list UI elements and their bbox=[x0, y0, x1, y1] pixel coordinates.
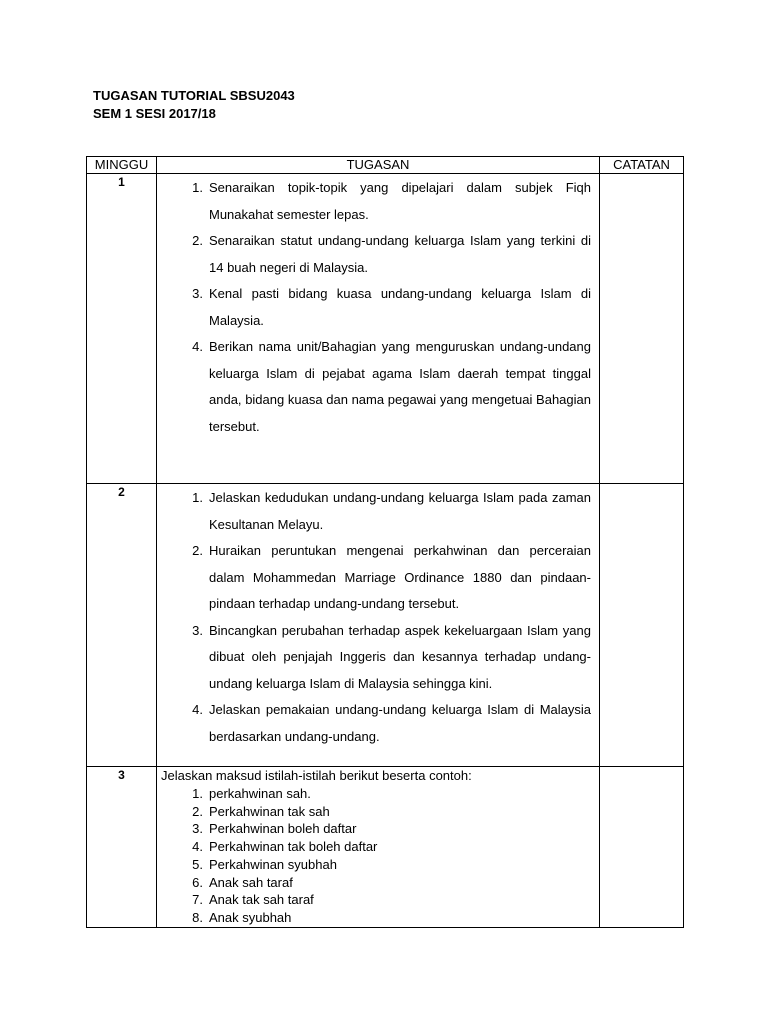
item-text: Kenal pasti bidang kuasa undang-undang keluarga Islam di Malaysia. bbox=[209, 286, 591, 328]
item-number: 3. bbox=[192, 286, 203, 301]
list-item bbox=[157, 803, 591, 821]
item-text: Bincangkan perubahan terhadap aspek kekeluargaan Islam yang dibuat oleh penjajah Inggeris dan kesannya terhadap undang-undang keluarga Islam di Malaysia sehingga kini. bbox=[209, 622, 591, 691]
item-text: Jelaskan kedudukan undang-undang keluarga Islam pada zaman Kesultanan Melayu. bbox=[209, 490, 591, 532]
table-row-week-2 bbox=[87, 484, 684, 767]
task-intro: Jelaskan maksud istilah-istilah berikut beserta contoh: bbox=[161, 768, 472, 783]
list-item bbox=[157, 874, 591, 892]
item-number: 7. bbox=[192, 892, 203, 908]
item-number: 6. bbox=[192, 874, 203, 890]
item-number: 1. bbox=[192, 180, 203, 195]
list-item bbox=[157, 334, 591, 440]
task-cell bbox=[157, 767, 600, 928]
header-minggu: MINGGU bbox=[87, 157, 157, 174]
list-item bbox=[157, 785, 591, 803]
tutorial-table bbox=[86, 156, 684, 928]
item-text: Anak sah taraf bbox=[209, 874, 293, 890]
item-text: Berikan nama unit/Bahagian yang menguruskan undang-undang keluarga Islam di pejabat agama Islam daerah tempat tinggal anda, bidang kuasa dan nama pegawai yang mengetuai Bahagian tersebut. bbox=[209, 339, 591, 434]
item-text: Huraikan peruntukan mengenai perkahwinan dan perceraian dalam Mohammedan Marriage Ordinance 1880 dan pindaan-pindaan terhadap undang-undang tersebut. bbox=[209, 543, 591, 611]
list-item bbox=[157, 618, 591, 698]
list-item bbox=[157, 538, 591, 618]
list-item bbox=[157, 909, 591, 927]
note-cell bbox=[600, 767, 684, 928]
list-item bbox=[157, 838, 591, 856]
item-number: 4. bbox=[192, 339, 203, 354]
item-text: Senaraikan statut undang-undang keluarga Islam yang terkini di 14 buah negeri di Malaysia. bbox=[209, 233, 591, 275]
table-row-week-1 bbox=[87, 174, 684, 484]
list-item bbox=[157, 228, 591, 281]
table-row-week-3 bbox=[87, 767, 684, 928]
week-number: 1 bbox=[87, 174, 157, 484]
item-number: 8. bbox=[192, 909, 203, 925]
item-text: Jelaskan pemakaian undang-undang keluarga Islam di Malaysia berdasarkan undang-undang. bbox=[209, 702, 591, 744]
list-item bbox=[157, 891, 591, 909]
header-catatan: CATATAN bbox=[600, 157, 684, 174]
item-number: 1. bbox=[192, 490, 203, 505]
header-tugasan: TUGASAN bbox=[157, 157, 600, 174]
item-text: Perkahwinan syubhah bbox=[209, 856, 337, 872]
week-number: 2 bbox=[87, 484, 157, 767]
item-text: Perkahwinan boleh daftar bbox=[209, 821, 357, 837]
item-number: 2. bbox=[192, 543, 203, 558]
week-number: 3 bbox=[87, 767, 157, 928]
task-list bbox=[157, 174, 599, 440]
document-subtitle: SEM 1 SESI 2017/18 bbox=[93, 106, 216, 121]
table-header-row bbox=[87, 157, 684, 174]
item-number: 3. bbox=[192, 821, 203, 837]
list-item bbox=[157, 281, 591, 334]
item-number: 1. bbox=[192, 786, 203, 801]
list-item bbox=[157, 856, 591, 874]
list-item bbox=[157, 697, 591, 750]
list-item bbox=[157, 175, 591, 228]
document-title: TUGASAN TUTORIAL SBSU2043 bbox=[93, 88, 295, 103]
item-number: 5. bbox=[192, 856, 203, 872]
term-list bbox=[157, 784, 599, 927]
item-text: Anak syubhah bbox=[209, 909, 292, 925]
item-number: 2. bbox=[192, 803, 203, 819]
note-cell bbox=[600, 174, 684, 484]
item-text: Anak tak sah taraf bbox=[209, 892, 314, 908]
task-cell bbox=[157, 174, 600, 484]
note-cell bbox=[600, 484, 684, 767]
item-text: Perkahwinan tak boleh daftar bbox=[209, 839, 378, 855]
item-number: 2. bbox=[192, 233, 203, 248]
item-number: 3. bbox=[192, 622, 203, 638]
list-item bbox=[157, 485, 591, 538]
item-number: 4. bbox=[192, 702, 203, 717]
item-number: 4. bbox=[192, 839, 203, 855]
item-text: Perkahwinan tak sah bbox=[209, 803, 330, 819]
item-text: perkahwinan sah. bbox=[209, 786, 311, 801]
task-list bbox=[157, 484, 599, 750]
list-item bbox=[157, 820, 591, 838]
item-text: Senaraikan topik-topik yang dipelajari dalam subjek Fiqh Munakahat semester lepas. bbox=[209, 180, 591, 222]
task-cell bbox=[157, 484, 600, 767]
